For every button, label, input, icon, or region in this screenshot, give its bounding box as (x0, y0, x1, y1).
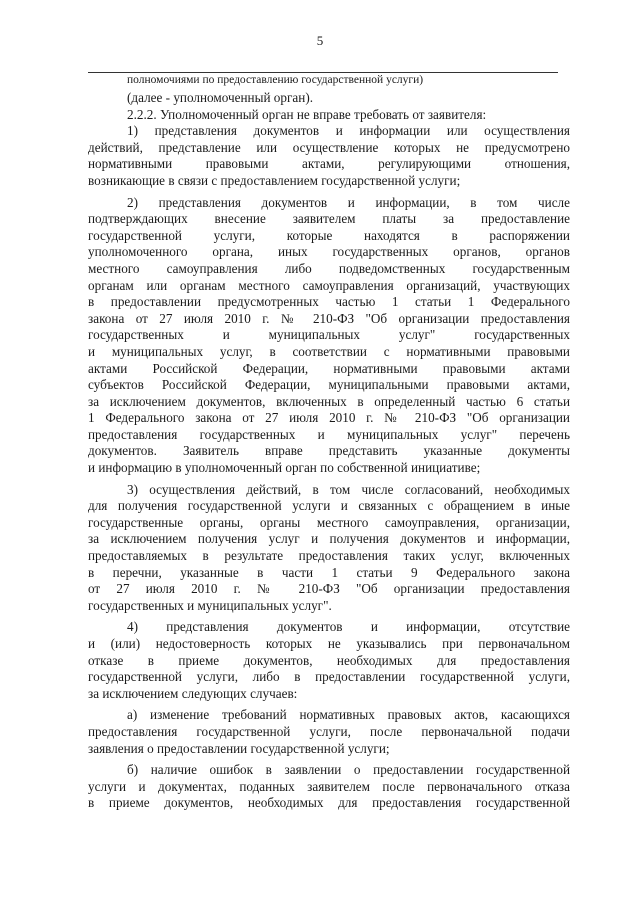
text-line: органам или органам местного самоуправления организаций, участвующих (88, 277, 570, 293)
text-line: государственных и муниципальных услуг" государственных (88, 327, 570, 343)
text-line: и информацию в уполномоченный орган по собственной инициативе; (88, 460, 481, 476)
text-line: предоставления государственных и муниципальных услуг" перечень (88, 426, 570, 442)
document-body (88, 90, 570, 812)
text-line: 1) представления документов и информации или осуществления (127, 123, 570, 139)
text-line: (далее - уполномоченный орган). (127, 90, 314, 105)
header-rule (88, 72, 558, 73)
text-line: действий, представление или осуществление которых не предусмотрено (88, 139, 570, 155)
text-line: в предоставлении предусмотренных частью 1 статьи 1 Федерального (88, 294, 570, 310)
text-line: государственной услуги, либо в предоставлении государственной услуги, (88, 669, 570, 685)
text-line: для получения государственной услуги и связанных с обращением в иные (88, 498, 570, 514)
text-line: услуги и документах, поданных заявителем после первоначального отказа (88, 778, 570, 794)
text-line: предоставляемых в результате предоставления таких услуг, включенных (88, 548, 570, 564)
text-line: и муниципальных услуг, в соответствии с нормативными правовыми (88, 343, 570, 359)
text-line: за исключением документов, включенных в определенный частью 6 статьи (88, 393, 570, 409)
text-line: актами Российской Федерации, нормативными правовыми актами (88, 360, 570, 376)
text-line: субъектов Российской Федерации, муниципальными правовыми актами, (88, 377, 570, 393)
text-line: возникающие в связи с предоставлением государственной услуги; (88, 172, 461, 188)
text-line: государственных и муниципальных услуг". (88, 597, 332, 613)
text-line: 2) представления документов и информации, в том числе (127, 194, 570, 210)
text-line: б) наличие ошибок в заявлении о предоставлении государственной (127, 762, 570, 778)
text-line: местного самоуправления либо подведомственных государственным (88, 260, 570, 276)
text-line: государственные органы, органы местного самоуправления, организации, (88, 514, 570, 530)
text-line: 2.2.2. Уполномоченный орган не вправе требовать от заявителя: (127, 106, 487, 122)
header-note: полномочиями по предоставлению государственной услуги) (127, 74, 424, 86)
text-line: за исключением получения услуг и получения документов и информации, (88, 531, 570, 547)
text-line: нормативными правовыми актами, регулирующими отношения, (88, 156, 570, 172)
text-line: подтверждающих внесение заявителем платы за предоставление (88, 211, 570, 227)
text-line: отказе в приеме документов, необходимых для предоставления (88, 652, 570, 668)
text-line: 4) представления документов и информации, отсутствие (127, 619, 570, 635)
text-line: государственной услуги, которые находятся в распоряжении (88, 227, 570, 243)
text-line: закона от 27 июля 2010 г. № 210-ФЗ "Об организации предоставления (88, 310, 570, 326)
text-line: в перечни, указанные в части 1 статьи 9 Федерального закона (88, 564, 570, 580)
text-line: заявления о предоставлении государственной услуги; (88, 740, 390, 756)
text-line: в приеме документов, необходимых для предоставления государственной (88, 795, 570, 811)
text-line: уполномоченного органа, иных государственных органов, органов (88, 244, 570, 260)
text-line: от 27 июля 2010 г. № 210-ФЗ "Об организации предоставления (88, 581, 570, 597)
text-line: 3) осуществления действий, в том числе согласований, необходимых (127, 481, 570, 497)
page-number: 5 (316, 33, 324, 48)
text-line: 1 Федерального закона от 27 июля 2010 г. № 210-ФЗ "Об организации (88, 410, 570, 426)
text-line: а) изменение требований нормативных правовых актов, касающихся (127, 707, 570, 723)
text-line: документов. Заявитель вправе представить указанные документы (88, 443, 570, 459)
text-line: и (или) недостоверность которых не указывались при первоначальном (88, 636, 570, 651)
text-line: за исключением следующих случаев: (88, 685, 298, 701)
text-line: предоставления государственной услуги, после первоначальной подачи (88, 723, 570, 739)
